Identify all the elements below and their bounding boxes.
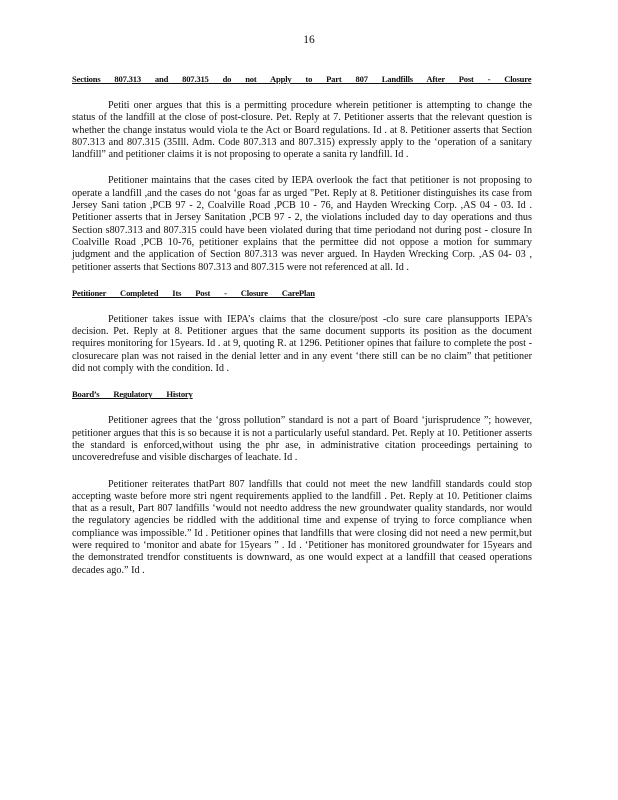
paragraph-text: Petiti oner argues that this is a permitting procedure wherein petitioner is attempting to change the status of the landfill at the close of post-closure. Pet. Reply at 7. Petitioner asserts that the relevant question is whether the change instatus would viola te the Act or Board regulations. Id . at 8. Petitioner asserts that Section 807.313 and 807.315 (35Ill. Adm. Code 807.313 and 807.315) expressly apply to the ‘operation of a sanitary landfill” and petitioner claims it is not proposing to operate a sanita ry landfill. Id .	[72, 100, 532, 161]
paragraph	[72, 314, 532, 375]
section-heading-807-applicability: Sections 807.313 and 807.315 do not Apply to Part 807 Landfills After Post - Closure	[72, 74, 532, 84]
section-heading-regulatory-history: Board’s Regulatory History	[72, 389, 193, 400]
paragraph-text: Petitioner maintains that the cases cited by IEPA overlook the fact that petitioner is not proposing to operate a landfill ,and the cases do not ‘goas far as urged "Pet. Reply at 8. Petitioner distinguishes its case from Jersey Sani tation ,PCB 97 - 2, Coalville Road ,PCB 10 - 76, and Hayden Wrecking Corp. ,AS 04 - 03. Id . Petitioner asserts that in Jersey Sanitation ,PCB 97 - 2, the violations included day to day operations and thus Section s807.313 and 807.315 could have been violated during that time periodand not during post - closure In Coalville Road ,PCB 10-76, petitioner explains that the permittee did not oppose a motion for summary judgment and the application of Section 807.313 was never argued. In Hayden Wrecking Corp. ,AS 04- 03 , petitioner asserts that Sections 807.313 and 807.315 were not referenced at all. Id .	[72, 175, 532, 273]
paragraph	[72, 415, 532, 464]
paragraph-text: Petitioner agrees that the ‘gross pollution” standard is not a part of Board ‘jurisprudence ”; however, petitioner argues that this is so because it is not a particularly useful standard. Pet. Reply at 10. Petitioner asserts the standard is enforced,without using the phr ase, in administrative citation proceedings pertaining to uncoveredrefuse and visible discharges of leachate. Id .	[72, 415, 532, 464]
paragraph-text: Petitioner reiterates thatPart 807 landfills that could not meet the new landfill standards could stop accepting waste before more stri ngent requirements applied to the landfill . Pet. Reply at 10. Petitioner claims that as a result, Part 807 landfills ‘would not needto address the new groundwater quality standards, nor would the regulatory agencies be riddled with the additional time and expense of trying to force compliance when compliance was impossible.” Id . Petitioner opines that landfills that were closing did not need a new permit,but were required to ‘monitor and abate for 15years ” . Id . ‘Petitioner has monitored groundwater for 15years and the demonstrated trendfor constituents is downward, as one would expect at a landfill that ceased operations decades ago.” Id .	[72, 478, 532, 576]
document-body	[72, 74, 532, 577]
paragraph	[72, 479, 532, 577]
page-number: 16	[303, 34, 315, 46]
paragraph	[72, 175, 532, 273]
paragraph-text: Petitioner takes issue with IEPA’s claims that the closure/post -clo sure care plansupports IEPA’s decision. Pet. Reply at 8. Petitioner argues that the same document supports its position as the document requires monitoring for 15years. Id . at 9, quoting R. at 1296. Petitioner opines that failure to complete the post -closurecare plan was not raised in the denial letter and in any event ‘there still can be no claim” that petitioner did not comply with the condition. Id .	[72, 313, 532, 375]
paragraph	[72, 100, 532, 161]
section-heading-post-closure-care-plan: Petitioner Completed Its Post - Closure CarePlan	[72, 287, 315, 298]
